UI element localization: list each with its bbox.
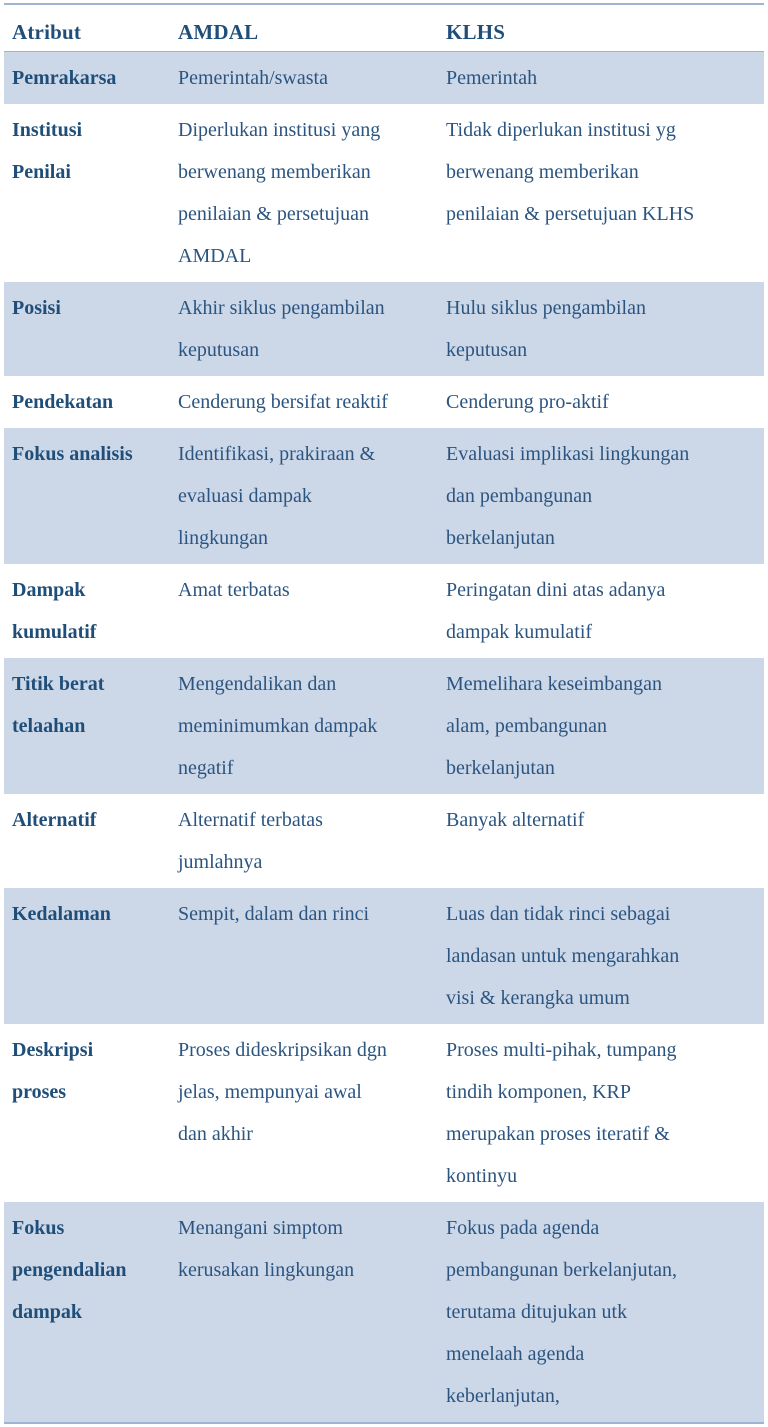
cell-amdal-line: evaluasi dampak <box>178 485 312 507</box>
cell-amdal-content <box>178 282 434 376</box>
cell-atribut <box>4 564 172 658</box>
cell-klhs-line: Fokus pada agenda <box>446 1217 600 1239</box>
bottom-rule-cell-1 <box>4 1423 172 1427</box>
cell-amdal-content <box>178 1202 434 1296</box>
cell-amdal-content <box>178 888 434 940</box>
cell-klhs-line: Hulu siklus pengambilan <box>446 297 646 319</box>
cell-amdal-line: negatif <box>178 757 234 779</box>
cell-amdal-line: Diperlukan institusi yang <box>178 119 381 141</box>
bottom-rule-cell-2 <box>172 1423 440 1427</box>
cell-klhs-line: Peringatan dini atas adanya <box>446 579 666 601</box>
cell-atribut-content <box>12 104 166 198</box>
cell-klhs-content <box>446 658 758 794</box>
cell-klhs-line: kontinyu <box>446 1165 518 1187</box>
cell-klhs-content <box>446 52 758 104</box>
cell-atribut-line: Penilai <box>12 161 71 183</box>
cell-amdal-line: jelas, mempunyai awal <box>178 1081 362 1103</box>
column-header-row <box>4 8 764 52</box>
table-row <box>4 1024 764 1202</box>
cell-klhs-line: dampak kumulatif <box>446 621 593 643</box>
cell-klhs <box>440 1202 764 1423</box>
table-row <box>4 428 764 564</box>
cell-klhs-content <box>446 1024 758 1202</box>
cell-atribut-line: Posisi <box>12 297 61 319</box>
cell-atribut-content <box>12 376 166 428</box>
table-row <box>4 104 764 282</box>
cell-klhs <box>440 104 764 282</box>
table-footer <box>4 1423 764 1427</box>
cell-klhs-line: landasan untuk mengarahkan <box>446 945 680 967</box>
cell-klhs-line: tindih komponen, KRP <box>446 1081 632 1103</box>
cell-klhs-content <box>446 104 758 240</box>
cell-klhs <box>440 564 764 658</box>
cell-amdal-content <box>178 104 434 282</box>
cell-atribut-line: Deskripsi <box>12 1039 94 1061</box>
cell-klhs-line: Memelihara keseimbangan <box>446 673 663 695</box>
cell-atribut-content <box>12 888 166 940</box>
cell-atribut-content <box>12 794 166 846</box>
amdal-klhs-comparison-table <box>4 3 764 1427</box>
cell-klhs-line: Tidak diperlukan institusi yg <box>446 119 676 141</box>
cell-klhs-line: terutama ditujukan utk <box>446 1301 628 1323</box>
table-row <box>4 52 764 105</box>
table-body <box>4 52 764 1424</box>
cell-klhs-line: menelaah agenda <box>446 1343 585 1365</box>
cell-klhs-line: keputusan <box>446 339 528 361</box>
cell-klhs-line: Pemerintah <box>446 67 538 89</box>
cell-atribut-line: kumulatif <box>12 621 97 643</box>
cell-atribut <box>4 1202 172 1423</box>
cell-atribut-content <box>12 428 166 480</box>
cell-klhs-line: keberlanjutan, <box>446 1385 560 1407</box>
cell-amdal <box>172 282 440 376</box>
table-row <box>4 888 764 1024</box>
cell-amdal-content <box>178 794 434 888</box>
cell-amdal <box>172 104 440 282</box>
cell-amdal-content <box>178 376 434 428</box>
cell-atribut-line: Fokus analisis <box>12 443 133 465</box>
cell-amdal-content <box>178 1024 434 1160</box>
cell-amdal-line: kerusakan lingkungan <box>178 1259 355 1281</box>
cell-klhs-content <box>446 376 758 428</box>
cell-atribut <box>4 282 172 376</box>
cell-atribut-content <box>12 1202 166 1338</box>
table-bottom-rule <box>4 1423 764 1427</box>
cell-atribut-content <box>12 658 166 752</box>
cell-klhs-content <box>446 282 758 376</box>
cell-atribut-line: pengendalian <box>12 1259 127 1281</box>
cell-klhs-line: pembangunan berkelanjutan, <box>446 1259 678 1281</box>
table-row <box>4 282 764 376</box>
cell-atribut-content <box>12 52 166 104</box>
cell-amdal-content <box>178 658 434 794</box>
cell-klhs <box>440 52 764 105</box>
cell-klhs-line: penilaian & persetujuan KLHS <box>446 203 695 225</box>
cell-klhs-line: berkelanjutan <box>446 527 555 549</box>
cell-atribut-line: Pemrakarsa <box>12 67 117 89</box>
cell-klhs-line: dan pembangunan <box>446 485 593 507</box>
cell-klhs-line: Evaluasi implikasi lingkungan <box>446 443 690 465</box>
cell-amdal <box>172 794 440 888</box>
cell-amdal-line: dan akhir <box>178 1123 253 1145</box>
cell-amdal-content <box>178 564 434 616</box>
cell-atribut-content <box>12 564 166 658</box>
cell-atribut-line: Institusi <box>12 119 83 141</box>
cell-amdal <box>172 376 440 428</box>
cell-amdal-line: Cenderung bersifat reaktif <box>178 391 388 413</box>
cell-amdal <box>172 1024 440 1202</box>
table-row <box>4 564 764 658</box>
cell-amdal-line: Pemerintah/swasta <box>178 67 328 89</box>
table-row <box>4 376 764 428</box>
column-header-amdal: AMDAL <box>172 8 440 52</box>
cell-amdal-line: Alternatif terbatas <box>178 809 323 831</box>
cell-amdal-line: Akhir siklus pengambilan <box>178 297 385 319</box>
cell-klhs-line: Luas dan tidak rinci sebagai <box>446 903 671 925</box>
cell-amdal-line: Sempit, dalam dan rinci <box>178 903 370 925</box>
cell-atribut-line: Pendekatan <box>12 391 114 413</box>
cell-amdal-line: meminimumkan dampak <box>178 715 378 737</box>
cell-amdal-line: AMDAL <box>178 245 252 267</box>
cell-atribut-line: Titik berat <box>12 673 105 695</box>
cell-amdal <box>172 564 440 658</box>
cell-atribut-line: proses <box>12 1081 67 1103</box>
cell-klhs <box>440 376 764 428</box>
cell-atribut-content <box>12 1024 166 1118</box>
cell-atribut-line: telaahan <box>12 715 86 737</box>
cell-klhs-content <box>446 794 758 846</box>
cell-amdal <box>172 658 440 794</box>
cell-amdal-line: berwenang memberikan <box>178 161 371 183</box>
cell-atribut <box>4 794 172 888</box>
cell-atribut-line: dampak <box>12 1301 83 1323</box>
cell-amdal-line: keputusan <box>178 339 260 361</box>
cell-atribut-line: Fokus <box>12 1217 65 1239</box>
cell-amdal-line: Menangani simptom <box>178 1217 343 1239</box>
cell-atribut <box>4 1024 172 1202</box>
table-row <box>4 1202 764 1423</box>
table-header <box>4 4 764 52</box>
cell-atribut-line: Alternatif <box>12 809 97 831</box>
cell-amdal <box>172 52 440 105</box>
cell-klhs-line: visi & kerangka umum <box>446 987 630 1009</box>
cell-amdal <box>172 1202 440 1423</box>
cell-klhs-content <box>446 888 758 1024</box>
cell-amdal-content <box>178 428 434 564</box>
cell-atribut <box>4 376 172 428</box>
table-row <box>4 794 764 888</box>
cell-amdal <box>172 888 440 1024</box>
cell-atribut-line: Kedalaman <box>12 903 111 925</box>
cell-atribut <box>4 104 172 282</box>
cell-amdal-line: Mengendalikan dan <box>178 673 337 695</box>
cell-klhs-line: berkelanjutan <box>446 757 555 779</box>
cell-atribut <box>4 888 172 1024</box>
cell-klhs-line: alam, pembangunan <box>446 715 608 737</box>
column-header-klhs: KLHS <box>440 8 764 52</box>
table-row <box>4 658 764 794</box>
cell-amdal-line: Identifikasi, prakiraan & <box>178 443 376 465</box>
cell-amdal-line: lingkungan <box>178 527 268 549</box>
cell-amdal-content <box>178 52 434 104</box>
cell-klhs <box>440 428 764 564</box>
cell-amdal-line: jumlahnya <box>178 851 263 873</box>
cell-klhs-line: Banyak alternatif <box>446 809 585 831</box>
bottom-rule-cell-3 <box>440 1423 764 1427</box>
cell-klhs-line: Cenderung pro-aktif <box>446 391 609 413</box>
cell-klhs <box>440 282 764 376</box>
cell-atribut <box>4 428 172 564</box>
cell-atribut-line: Dampak <box>12 579 86 601</box>
cell-klhs-content <box>446 564 758 658</box>
cell-amdal <box>172 428 440 564</box>
cell-klhs <box>440 888 764 1024</box>
cell-amdal-line: Amat terbatas <box>178 579 290 601</box>
cell-klhs-line: berwenang memberikan <box>446 161 639 183</box>
cell-atribut <box>4 658 172 794</box>
cell-klhs-line: merupakan proses iteratif & <box>446 1123 670 1145</box>
column-header-atribut: Atribut <box>4 8 172 52</box>
cell-atribut <box>4 52 172 105</box>
cell-amdal-line: Proses dideskripsikan dgn <box>178 1039 387 1061</box>
cell-atribut-content <box>12 282 166 334</box>
cell-klhs <box>440 1024 764 1202</box>
cell-klhs-line: Proses multi-pihak, tumpang <box>446 1039 677 1061</box>
cell-klhs <box>440 794 764 888</box>
cell-klhs-content <box>446 428 758 564</box>
cell-klhs <box>440 658 764 794</box>
cell-amdal-line: penilaian & persetujuan <box>178 203 370 225</box>
cell-klhs-content <box>446 1202 758 1422</box>
